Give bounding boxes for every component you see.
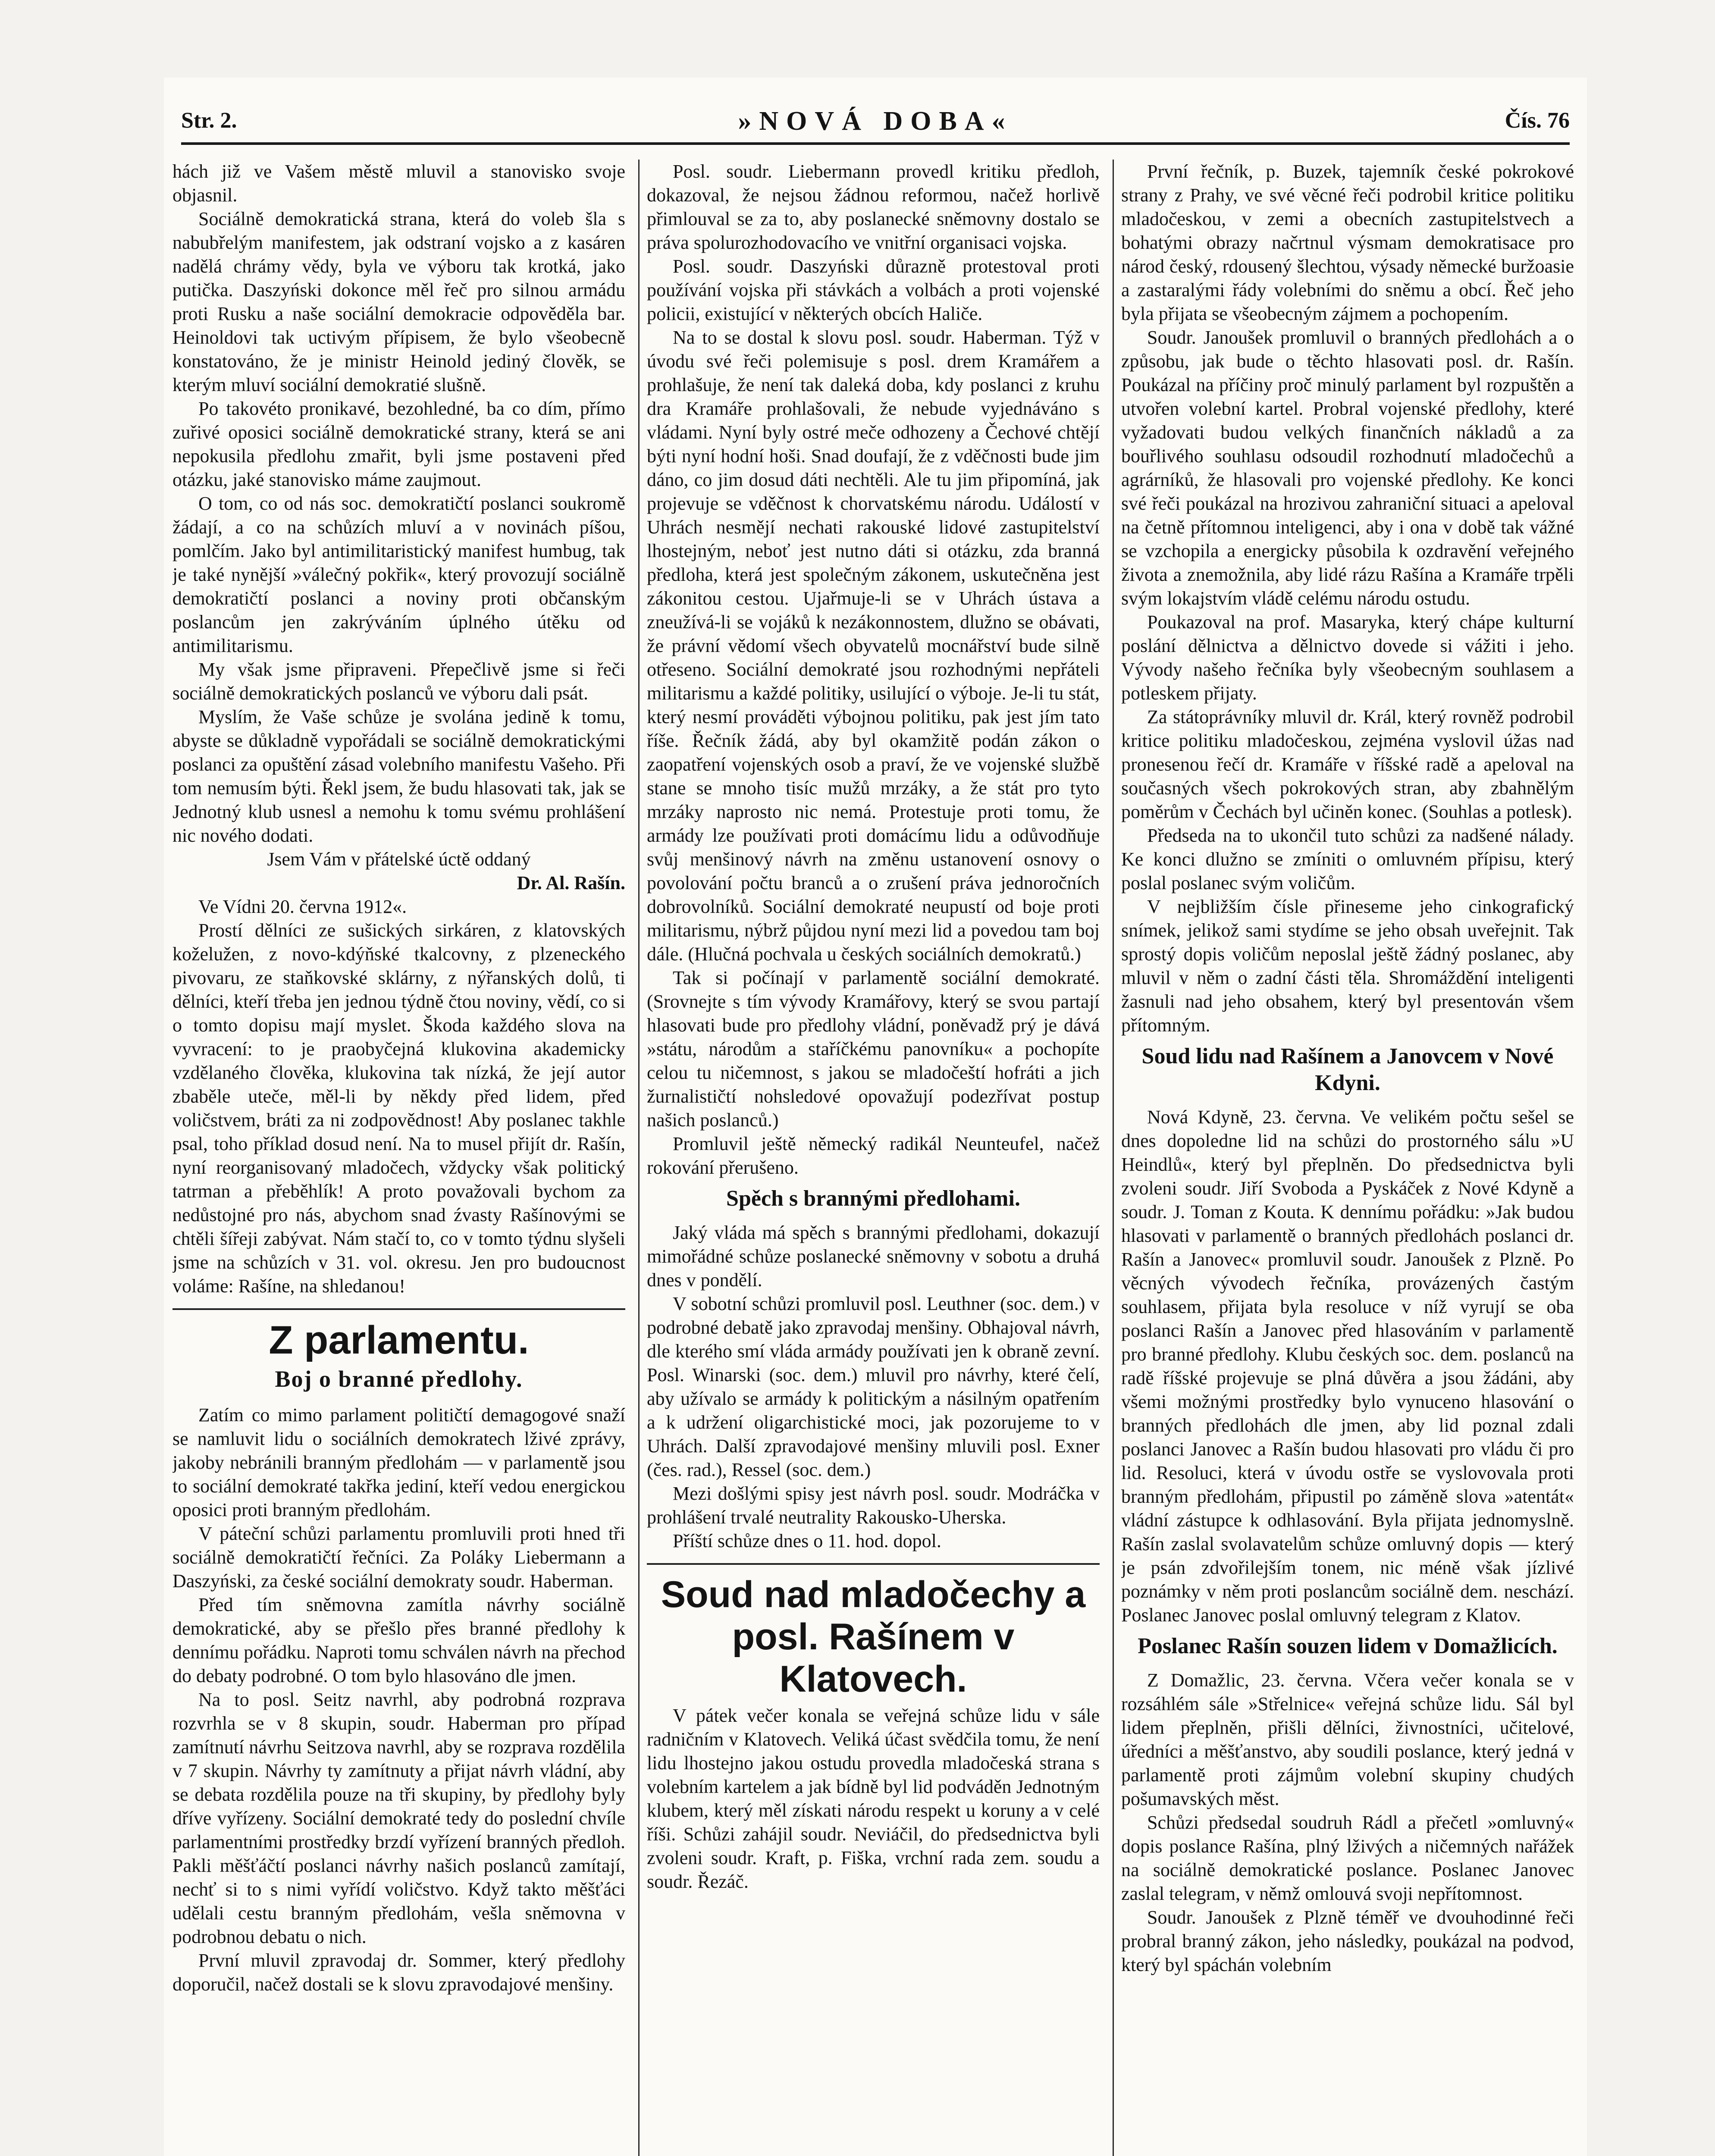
paragraph: Po takovéto pronikavé, bezohledné, ba co dím, přímo zuřivé oposici sociálně demokratické strany, která se ani nepokusila předlohu zmařit, byli jsme postaveni před otázku, jaké stanovisko máme zaujmout. xyxy=(172,398,625,490)
paragraph: Předseda na to ukončil tuto schůzi za nadšené nálady. Ke konci dlužno se zmíniti o omluvném přípisu, který poslal poslanec svým voličům. xyxy=(1121,825,1574,893)
paragraph: Příští schůze dnes o 11. hod. dopol. xyxy=(673,1530,941,1551)
column-3 xyxy=(1121,160,1574,2156)
section-rule xyxy=(647,1563,1100,1565)
paragraph: Promluvil ještě německý radikál Neunteufel, načež rokování přerušeno. xyxy=(647,1133,1100,1178)
section-rule xyxy=(172,1308,625,1310)
paragraph: Posl. soudr. Liebermann provedl kritiku předloh, dokazoval, že nejsou žádnou reformou, načež horlivě přimlouval se za to, aby poslanecké sněmovny dostalo se práva spolurozhodovacího ve vnitřní organisaci vojska. xyxy=(647,161,1100,253)
paragraph: První řečník, p. Buzek, tajemník české pokrokové strany z Prahy, ve své věcné řeči podrobil kritice politiku mladočeskou, v zemi a obecních zastupitelstvech a bohatými obrazy načrtnul výsmam demokratisace pro národ český, rdousený šlechtou, výsady německé buržoasie a zastaralými řády volebními do sněmu a obcí. Řeč jeho byla přijata se všeobecným zájmem a pochopením. xyxy=(1121,161,1574,324)
paragraph: Poukazoval na prof. Masaryka, který chápe kulturní poslání dělnictva a dělnictvo dovede si vážiti i jeho. Vývody našeho řečníka byly všeobecným souhlasem a potleskem přijaty. xyxy=(1121,611,1574,704)
paragraph: Nová Kdyně, 23. června. Ve velikém počtu sešel se dnes dopoledne lid na schůzi do prostorného sálu »U Heindlů«, který byl přeplněn. Do předsednictva byli zvoleni soudr. Jiří Svoboda a Pyskáček z Nové Kdyně a soudr. J. Toman z Kouta. K dennímu pořádku: »Jak budou hlasovati v parlamentě o branných předlohách poslanci dr. Rašín a Janovec« promluvil soudr. Janoušek z Plzně. Po věcných vývodech řečníka, provázených častým souhlasem, přijata byla resoluce v níž vyrují se oba poslanci Rašín a Janovec před hlasováním v parlamentě pro branné předlohy. Klubu českých soc. dem. poslanců na radě říšské projevuje se plná důvěra a jsou žádáni, aby všemi možnými prostředky bylo vynuceno hlasování o branných předlohách dle jmen, aby lid poznal zdali poslanci Janovec a Rašín budou hlasovati pro vládu či pro lid. Resoluci, která v úvodu ostře se vyslovovala proti branným předlohám, připustil po záměně slova »atentát« vládní zástupce k odhlasování. Byla přijata jednomyslně. Rašín zaslal svolavatelům schůze omluvný dopis — který je psán zdvořilejším tonem, nic méně však jízlivé poznámky v něm proti poslancům sociálně dem. neschází. Poslanec Janovec poslal omluvný telegram z Klatov. xyxy=(1121,1106,1574,1626)
section-headline: Poslanec Rašín souzen lidem v Domažlicích. xyxy=(1138,1634,1558,1658)
paragraph: Soudr. Janoušek promluvil o branných předlohách a o způsobu, jak bude o těchto hlasovati posl. dr. Rašín. Poukázal na příčiny proč minulý parlament byl rozpuštěn a utvořen volební kartel. Probral vojenské předlohy, které vyžadovati budou velkých finančních nákladů a za bouřlivého souhlasu odsoudil rozhodnutí mladočechů a agrárníků, že hlasovali pro vojenské předlohy. Ke konci své řeči poukázal na hrozivou zahraniční situaci a apeloval na četně přítomnou inteligenci, aby i ona v době tak vážné se vzchopila a energicky působila k ozdravění veřejného života a znemožnila, aby lidé rázu Rašína a Kramáře trpěli svým lokajstvím vládě celému národu ostudu. xyxy=(1121,327,1574,609)
newspaper-title: »NOVÁ DOBA« xyxy=(738,107,1013,136)
paragraph: Z Domažlic, 23. června. Včera večer konala se v rozsáhlém sále »Střelnice« veřejná schůze lidu. Sál byl lidem přeplněn, přišli dělníci, živnostníci, učitelové, úředníci a měšťanstvo, aby soudili poslance, který jedná v parlamentě proti zájmům volební skupiny chudých pošumavských měst. xyxy=(1121,1670,1574,1809)
paragraph: Sociálně demokratická strana, která do voleb šla s nabubřelým manifestem, jak odstraní vojsko a z kasáren nadělá chrámy vědy, byla ve výboru tak krotká, jako putička. Daszyński dokonce měl řeč pro silnou armádu proti Rusku a naše sociální demokracie odpověděla bar. Heinoldovi tak uctivým přípisem, že bylo všeobecně konstatováno, že je ministr Heinold jediný člověk, se kterým mluví sociální demokratié slušně. xyxy=(172,208,625,395)
section-headline: Soud lidu nad Rašínem a Janovcem v Nové Kdyni. xyxy=(1141,1044,1554,1095)
section-headline: Soud nad mladočechy a posl. Rašínem v Klatovech. xyxy=(661,1574,1086,1700)
paragraph: Soudr. Janoušek z Plzně téměř ve dvouhodinné řeči probral branný zákon, jeho následky, poukázal na podvod, který byl spáchán volebním xyxy=(1121,1907,1574,1975)
column-2 xyxy=(647,160,1100,2156)
section-headline: Z parlamentu. xyxy=(269,1318,529,1362)
paragraph: Posl. soudr. Daszyński důrazně protestoval proti používání vojska při stávkách a volbách a proti vojenské policii, existující v některých obcích Haliče. xyxy=(647,256,1100,324)
paragraph: Tak si počínají v parlamentě sociální demokraté. (Srovnejte s tím vývody Kramářovy, který se svou partají hlasovati bude pro předlohy vládní, poněvadž prý je dává »státu, národům a staříčkému panovníku« a pochopíte celou tu ničemnost, s jakou se mladočeští hofráti a jich žurnalističtí nohsledové opovažují podezřívat postup našich poslanců.) xyxy=(647,967,1100,1131)
column-divider xyxy=(1113,160,1114,2156)
issue-number: Čís. 76 xyxy=(1505,108,1570,133)
paragraph: Za státoprávníky mluvil dr. Král, který rovněž podrobil kritice politiku mladočeskou, zejména vyslovil úžas nad pronesenou řečí dr. Kramáře v říšské radě a apeloval na současných všech pokrokových stran, aby zbahnělým poměrům v Čechách byl učiněn konec. (Souhlas a potlesk). xyxy=(1121,706,1574,822)
paragraph: My však jsme připraveni. Přepečlivě jsme si řeči sociálně demokratických poslanců ve výboru dali psát. xyxy=(172,659,625,704)
section-subheadline: Boj o branné předlohy. xyxy=(275,1366,523,1392)
page-number: Str. 2. xyxy=(181,108,237,133)
letter-date: Ve Vídni 20. června 1912«. xyxy=(198,896,407,917)
column-divider xyxy=(638,160,640,2156)
paragraph: V páteční schůzi parlamentu promluvili proti hned tři sociálně demokratičtí řečníci. Za Poláky Liebermann a Daszyński, za české sociální demokraty soudr. Haberman. xyxy=(172,1523,625,1592)
paragraph: Před tím sněmovna zamítla návrhy sociálně demokratické, aby se přešlo přes branné předlohy k dennímu pořádku. Naproti tomu schválen návrh na přechod do debaty podrobné. O tom bylo hlasováno dle jmen. xyxy=(172,1594,625,1686)
letter-closing: Jsem Vám v přátelské úctě oddaný xyxy=(267,849,531,870)
paragraph: Jaký vláda má spěch s brannými předlohami, dokazují mimořádné schůze poslanecké sněmovny v sobotu a druhá dnes v pondělí. xyxy=(647,1222,1100,1291)
paragraph: O tom, co od nás soc. demokratičtí poslanci soukromě žádají, a co na schůzích mluví a v novinách píšou, pomlčím. Jako byl antimilitaristický manifest humbug, tak je také nynější »válečný pokřik«, který provozují sociálně demokratičtí poslanci a noviny proti občanským poslancům jen zakrýváním úplného útěku od antimilitarismu. xyxy=(172,493,625,656)
paragraph: Mezi došlými spisy jest návrh posl. soudr. Modráčka v prohlášení trvalé neutrality Rakousko-Uherska. xyxy=(647,1483,1100,1528)
paragraph: Prostí dělníci ze sušických sirkáren, z klatovských koželužen, z novo-kdýňské tkalcovny, z plzeneckého pivovaru, ze staňkovské sklárny, z nýřanských dolů, ti dělníci, kteří třeba jen jednou týdně čtou noviny, vědí, co si o tomto dopisu mají myslet. Škoda každého slova na vyvracení: to je praobyčejná klukovina akademicky vzdělaného člověka, klukovina tak nízká, že její autor zbaběle uteče, měl-li by někdy před lidem, před voličstvem, bráti za ni zodpovědnost! Aby poslanec takhle psal, toho příklad dosud není. Na to musel přijít dr. Rašín, nyní reorganisovaný mladočech, vždycky však politický tatrman a přeběhlík! A proto považovali bychom za nedůstojné pro nás, abychom snad źvasty Rašínovými se chtěli šířeji zabývat. Nám stačí to, co v tomto týdnu slyšeli jsme na schůzích v 31. vol. okresu. Jen pro budoucnost voláme: Rašíne, na shledanou! xyxy=(172,920,625,1297)
paragraph: V nejbližším čísle přineseme jeho cinkografický snímek, jelikož sami stydíme se jeho obsah uveřejnit. Tak sprostý dopis voličům neposlal ještě žádný poslanec, aby mluvil v něm o zadní části těla. Shromáždění inteligenti žasnuli nad jeho obsahem, který byl presentován všem přítomným. xyxy=(1121,896,1574,1036)
page-header xyxy=(181,103,1570,145)
paragraph: V sobotní schůzi promluvil posl. Leuthner (soc. dem.) v podrobné debatě jako zpravodaj menšiny. Obhajoval návrh, dle kterého smí vláda armády používati jen k obraně zevní. Posl. Winarski (soc. dem.) mluvil pro návrhy, které čelí, aby užívalo se armády k politickým a násilným opatřením a k udržení oligarchistické moci, jak pozorujeme to v Uhrách. Další zpravodajové menšiny mluvili posl. Exner (čes. rad.), Ressel (soc. dem.) xyxy=(647,1293,1100,1480)
paragraph: Na to se dostal k slovu posl. soudr. Haberman. Týž v úvodu své řeči polemisuje s posl. drem Kramářem a prohlašuje, že není tak daleká doba, kdy poslanci z kruhu dra Kramáře prohlašovali, že nebude vyjednáváno s vládami. Nyní byly ostré meče odhozeny a Čechové chtějí býti nyní hodní hoši. Snad doufají, že z vděčnosti bude jim dáno, co jim dosud dáti nechtěli. Ale tu jim připomíná, jak projevuje se vděčnost k chorvatskému národu. Událostí v Uhrách nesmějí nechati rakouské lidové zastupitelství lhostejným, neboť jest nutno dáti si otázku, zda branná předloha, která jest společným zákonem, uskutečněna jest zákonitou cestou. Ujařmuje-li se v Uhrách ústava a zneužívá-li se vojáků k nezákonnostem, dlužno se obávati, že právní vědomí všech obyvatelů mocnářství bude silně otřeseno. Sociální demokraté jsou rozhodnými nepřáteli militarismu a každé politiky, usilující o výboje. Je-li tu stát, který nesmí prováděti výbojnou politiku, pak jest jím tato říše. Řečník žádá, aby byl okamžitě podán zákon o zaopatření vojenských osob a praví, že ve vojenské službě stane se mnoho tisíc mužů mrzáky, a že stát pro tyto mrzáky naprosto nic nemá. Protestuje proti tomu, že armády lze používati proti domácímu lidu a odůvodňuje svůj menšinový návrh na změnu ustanovení osnovy o povolování počtu branců a o zrušení práva jednoročních dobrovolníků. Sociální demokraté neupustí od boje proti militarismu, nýbrž půjdou nyní mezi lid a povedou tam boj dále. (Hlučná pochvala u českých sociálních demokratů.) xyxy=(647,327,1100,965)
letter-signature: Dr. Al. Rašín. xyxy=(517,872,625,893)
newspaper-page xyxy=(164,78,1587,2156)
paragraph: Schůzi předsedal soudruh Rádl a přečetl »omluvný« dopis poslance Rašína, plný lživých a ničemných nařážek na sociálně demokratické poslance. Poslanec Janovec zaslal telegram, v němž omlouvá svoji nepřítomnost. xyxy=(1121,1812,1574,1904)
paragraph: V pátek večer konala se veřejná schůze lidu v sále radničním v Klatovech. Veliká účast svědčila tomu, že není lidu lhostejno jakou ostudu provedla mladočeská strana s volebním kartelem a jak bídně byl lid podváděn Jednotným klubem, který měl získati národu respekt u koruny a v celé říši. Schůzi zahájil soudr. Neviáčil, do předsednictva byli zvoleni soudr. Kraft, p. Fiška, vrchní rada zem. soudu a soudr. Řezáč. xyxy=(647,1705,1100,1892)
paragraph: Na to posl. Seitz navrhl, aby podrobná rozprava rozvrhla se v 8 skupin, soudr. Haberman pro případ zamítnutí návrhu Seitzova navrhl, aby se rozprava rozdělila v 7 skupin. Návrhy ty zamítnuty a přijat návrh vládní, aby se debata rozdělila pouze na tři skupiny, by předlohy byly dříve vyřízeny. Sociální demokraté tedy do poslední chvíle parlamentními prostředky brzdí vyřízení branných předloh. Pakli měšťáčtí poslanci návrhy našich poslanců zamítají, nechť si to s nimi vyřídí voličstvo. Když takto měšťáci udělali cestu branným předlohám, vešla sněmovna v podrobnou debatu o nich. xyxy=(172,1689,625,1947)
section-subheadline: Spěch s brannými předlohami. xyxy=(726,1186,1020,1211)
paragraph: Myslím, že Vaše schůze je svolána jedině k tomu, abyste se důkladně vypořádali se sociálně demokratickými poslanci za opuštění zásad volebního manifestu Vašeho. Při tom nemusím býti. Řekl jsem, že budu hlasovati tak, jak se Jednotný klub usnesl a nemohu k tomu svému prohlášení nic nového dodati. xyxy=(172,706,625,846)
paragraph: hách již ve Vašem městě mluvil a stanovisko svoje objasnil. xyxy=(172,161,625,206)
paragraph: První mluvil zpravodaj dr. Sommer, který předlohy doporučil, načež dostali se k slovu zpravodajové menšiny. xyxy=(172,1950,625,1995)
paragraph: Zatím co mimo parlament političtí demagogové snaží se namluvit lidu o sociálních demokratech lživé zprávy, jakoby nebránili branným předlohám — v parlamentě jsou to sociální demokraté takřka jediní, kteří vedou energickou oposici proti branným předlohám. xyxy=(172,1404,625,1520)
column-1 xyxy=(172,160,625,2156)
